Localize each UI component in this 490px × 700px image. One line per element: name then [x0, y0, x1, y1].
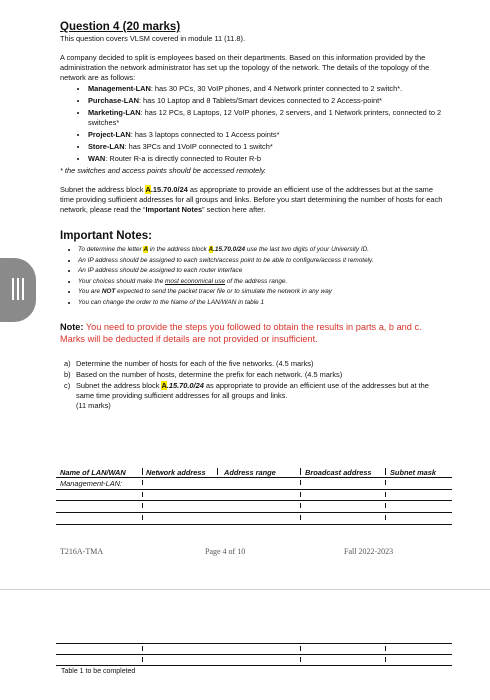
page-separator	[0, 589, 490, 590]
list-item: • Purchase-LAN: has 10 Laptop and 8 Tablets/Smart devices connected to 2 Access-point*	[88, 96, 445, 106]
question-title: Question 4 (20 marks)	[60, 21, 181, 33]
question-parts	[60, 359, 445, 411]
steps-note: Note: You need to provide the steps you followed to obtain the results in parts a, b and c. Marks will be deducted if details are not provided or insufficient.	[60, 321, 422, 344]
question-content	[60, 20, 445, 412]
table-header-range: Address range	[224, 468, 276, 477]
list-item: • Management-LAN: has 30 PCs, 30 VoIP phones, and 4 Network printer connected to 2 switch*.	[88, 84, 445, 94]
list-item: • Project-LAN: has 3 laptops connected to 1 Access points*	[88, 130, 445, 140]
important-notes-list	[60, 245, 445, 309]
table-header-name: Name of LAN/WAN	[60, 468, 126, 477]
list-item: • To determine the letter A in the address block A.15.70.0/24 use the last two digits of your University ID.	[78, 245, 445, 256]
list-item: • An IP address should be assigned to each router interface	[78, 266, 445, 277]
list-item: • You can change the order to the Name of the LAN/WAN in table 1	[78, 298, 445, 309]
list-item: • Marketing-LAN: has 12 PCs, 8 Laptops, 12 VoIP phones, 2 servers, and 1 Network printers, connected to 2 switches*	[88, 108, 445, 128]
important-notes-title: Important Notes:	[60, 230, 152, 242]
subnet-paragraph: Subnet the address block A.15.70.0/24 as appropriate to provide an efficient use of the addresses but at the same time providing sufficient addresses for all groups and links. Before you start determining the number of hosts for each network, please read the “Important Notes” section here after.	[60, 185, 443, 214]
menu-handle-icon[interactable]	[0, 258, 36, 322]
remote-access-footnote: * the switches and access points should be accessed remotely.	[60, 166, 267, 175]
list-item: • An IP address should be assigned to each switch/access point to be able to configure/access it remotely.	[78, 256, 445, 267]
list-item: • You are NOT expected to send the packet tracer file or to simulate the network in any way	[78, 287, 445, 298]
list-item: • Your choices should make the most economical use of the address range.	[78, 277, 445, 288]
list-item: b) Based on the number of hosts, determine the prefix for each network. (4.5 marks)	[64, 369, 343, 379]
footer-page-number: Page 4 of 10	[205, 547, 246, 556]
table-header-network: Network address	[146, 468, 206, 477]
question-intro: This question covers VLSM covered in module 11 (11.8).	[60, 34, 245, 43]
table-header-broadcast: Broadcast address	[305, 468, 372, 477]
footer-term: Fall 2022-2023	[344, 547, 394, 556]
footer-course: T216A-TMA	[60, 547, 104, 556]
table-caption: Table 1 to be completed	[61, 668, 136, 675]
table-cell-management-lan: Management-LAN:	[60, 479, 123, 488]
topology-paragraph: A company decided to split is employees based on their departments. Based on this information provided by the administration the network administrator has set up the topology of the network. The details of the topology of the network are as follows:	[60, 53, 430, 82]
list-item: • WAN: Router R-a is directly connected to Router R-b	[88, 154, 445, 164]
list-item: a) Determine the number of hosts for each of the five networks. (4.5 marks)	[64, 358, 314, 368]
lan-list	[60, 84, 445, 164]
subnet-table-continued	[56, 643, 452, 667]
list-item: c) Subnet the address block A.15.70.0/24 as appropriate to provide an efficient use of the addresses but at the same time providing sufficient addresses for all groups and links. (11 marks)	[64, 380, 429, 410]
list-item: • Store-LAN: has 3PCs and 1VoIP connected to 1 switch*	[88, 142, 445, 152]
table-header-mask: Subnet mask	[390, 468, 437, 477]
subnet-table	[56, 466, 452, 526]
